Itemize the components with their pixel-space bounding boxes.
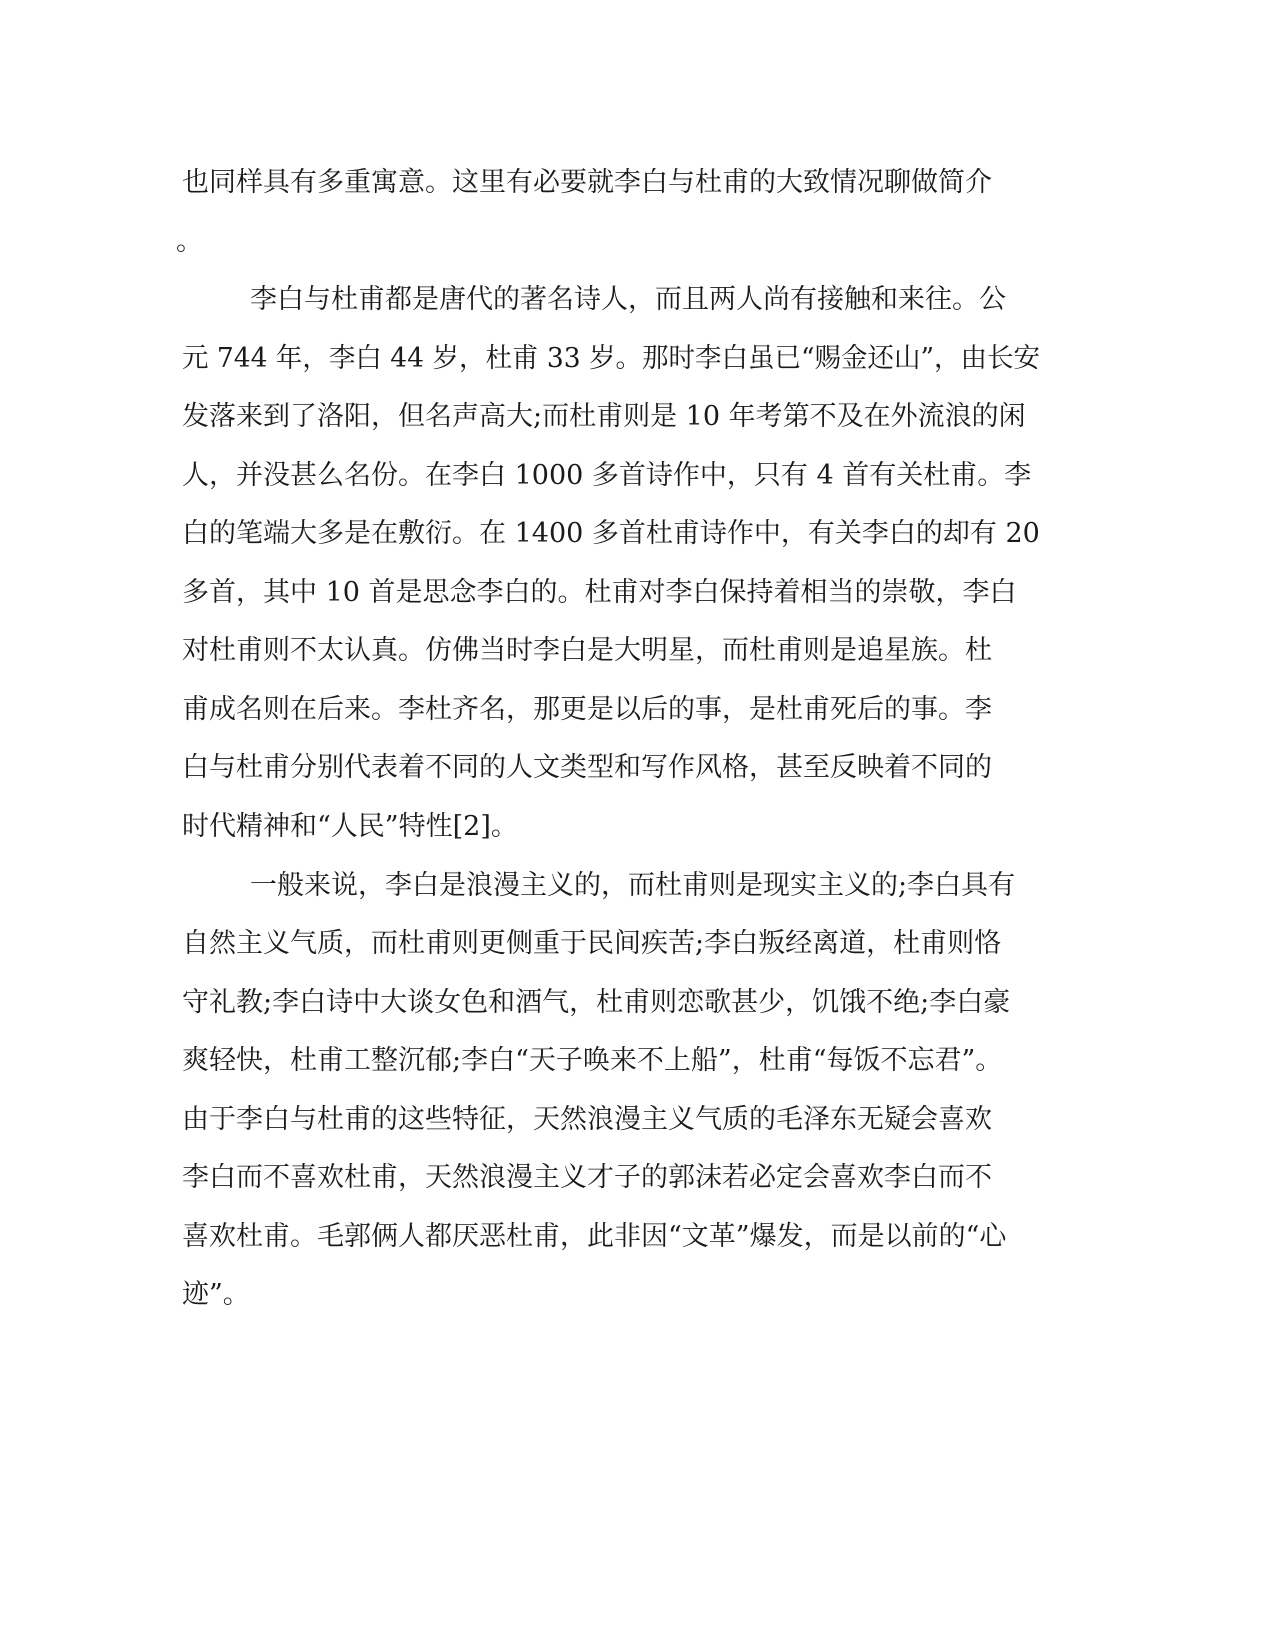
text-line [0, 212, 1275, 271]
text-line [0, 504, 1275, 563]
text-line-content: 一般来说，李白是浪漫主义的，而杜甫则是现实主义的;李白具有 [250, 870, 1016, 901]
text-line-content: 迹”。 [182, 1279, 250, 1310]
text-line [0, 797, 1275, 856]
text-line [0, 973, 1275, 1032]
text-line-content: 时代精神和“人民”特性[2]。 [182, 811, 518, 842]
text-line-content: 自然主义气质，而杜甫则更侧重于民间疾苦;李白叛经离道，杜甫则恪 [182, 928, 1002, 959]
text-line-content: 喜欢杜甫。毛郭俩人都厌恶杜甫，此非因“文革”爆发，而是以前的“心 [182, 1221, 1007, 1252]
text-line-content: 守礼教;李白诗中大谈女色和酒气，杜甫则恋歌甚少，饥饿不绝;李白豪 [182, 987, 1011, 1018]
text-line [0, 563, 1275, 622]
text-line [0, 1090, 1275, 1149]
paragraph-start-line [0, 856, 1275, 915]
text-line-content: 。 [176, 226, 203, 257]
text-line-content: 白的笔端大多是在敷衍。在 1400 多首杜甫诗作中，有关李白的却有 20 [182, 518, 1040, 549]
paragraph-start-line [0, 270, 1275, 329]
text-line [0, 1031, 1275, 1090]
text-line [0, 680, 1275, 739]
text-line-content: 甫成名则在后来。李杜齐名，那更是以后的事，是杜甫死后的事。李 [182, 694, 992, 725]
text-line-content: 也同样具有多重寓意。这里有必要就李白与杜甫的大致情况聊做简介 [182, 167, 992, 198]
text-line [0, 329, 1275, 388]
text-line [0, 621, 1275, 680]
text-line [0, 914, 1275, 973]
text-line-content: 爽轻快，杜甫工整沉郁;李白“天子唤来不上船”，杜甫“每饭不忘君”。 [182, 1045, 1003, 1076]
text-line-content: 多首，其中 10 首是思念李白的。杜甫对李白保持着相当的崇敬，李白 [182, 577, 1017, 608]
text-line-content: 李白而不喜欢杜甫，天然浪漫主义才子的郭沫若必定会喜欢李白而不 [182, 1162, 992, 1193]
text-line [0, 1265, 1275, 1324]
text-line-content: 元 744 年，李白 44 岁，杜甫 33 岁。那时李白虽已“赐金还山”，由长安 [182, 343, 1041, 374]
text-line [0, 153, 1275, 212]
text-line-content: 由于李白与杜甫的这些特征，天然浪漫主义气质的毛泽东无疑会喜欢 [182, 1104, 992, 1135]
text-line-content: 白与杜甫分别代表着不同的人文类型和写作风格，甚至反映着不同的 [182, 752, 992, 783]
text-line [0, 446, 1275, 505]
text-line [0, 1148, 1275, 1207]
text-line-content: 李白与杜甫都是唐代的著名诗人，而且两人尚有接触和来往。公 [250, 284, 1006, 315]
text-line [0, 738, 1275, 797]
text-line [0, 387, 1275, 446]
text-line-content: 对杜甫则不太认真。仿佛当时李白是大明星，而杜甫则是追星族。杜 [182, 635, 992, 666]
text-line-content: 发落来到了洛阳，但名声高大;而杜甫则是 10 年考第不及在外流浪的闲 [182, 401, 1026, 432]
text-line [0, 1207, 1275, 1266]
text-line-content: 人，并没甚么名份。在李白 1000 多首诗作中，只有 4 首有关杜甫。李 [182, 460, 1032, 491]
